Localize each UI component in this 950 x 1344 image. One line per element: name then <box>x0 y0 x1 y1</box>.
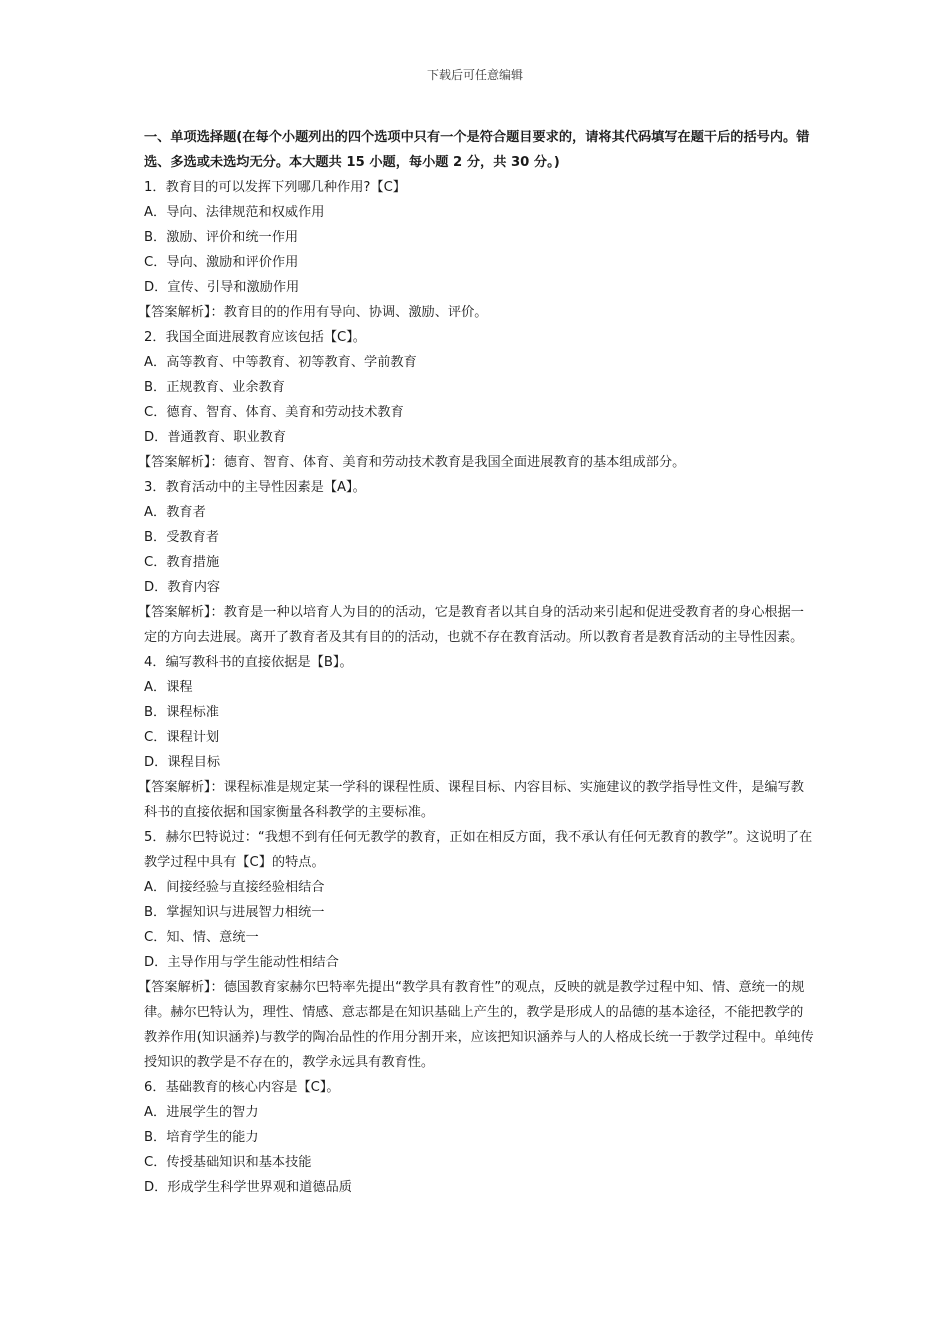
option-d: D．宣传、引导和激励作用 <box>144 280 300 295</box>
option-a: A．进展学生的智力 <box>144 1105 259 1120</box>
question-stem: 6．基础教育的核心内容是【C】。 <box>144 1080 340 1095</box>
question-stem: 4．编写教科书的直接依据是【B】。 <box>144 655 353 670</box>
option-d: D．教育内容 <box>144 580 221 595</box>
option-c: C．导向、激励和评价作用 <box>144 255 299 270</box>
question-3 <box>138 475 816 650</box>
answer-explanation: 【答案解析】：教育目的的作用有导向、协调、激励、评价。 <box>138 305 488 320</box>
option-d: D．主导作用与学生能动性相结合 <box>144 955 339 970</box>
option-c: C．德育、智育、体育、美育和劳动技术教育 <box>144 405 404 420</box>
question-4 <box>138 650 816 825</box>
option-d: D．形成学生科学世界观和道德品质 <box>144 1180 352 1195</box>
option-a: A．导向、法律规范和权威作用 <box>144 205 325 220</box>
answer-explanation: 【答案解析】：德育、智育、体育、美育和劳动技术教育是我国全面进展教育的基本组成部分。 <box>138 455 686 470</box>
question-1 <box>138 175 816 325</box>
option-b: B．掌握知识与进展智力相统一 <box>144 905 325 920</box>
option-a: A．教育者 <box>144 505 206 520</box>
option-d: D．普通教育、职业教育 <box>144 430 287 445</box>
question-6 <box>144 1075 816 1200</box>
option-a: A．间接经验与直接经验相结合 <box>144 880 325 895</box>
option-b: B．培育学生的能力 <box>144 1130 259 1145</box>
answer-explanation: 【答案解析】：德国教育家赫尔巴特率先提出“教学具有教育性”的观点，反映的就是教学过程中知、情、意统一的规律。赫尔巴特认为，理性、情感、意志都是在知识基础上产生的，教学是形成人的品德的基本途径，不能把教学的教养作用(知识涵养)与教学的陶冶品性的作用分割开来，应该把知识涵养与人的人格成长统一于教学过程中。单纯传授知识的教学是不存在的，教学永远具有教育性。 <box>138 980 814 1070</box>
document-body <box>138 125 816 1200</box>
option-c: C．传授基础知识和基本技能 <box>144 1155 312 1170</box>
question-stem: 5．赫尔巴特说过：“我想不到有任何无教学的教育，正如在相反方面，我不承认有任何无教育的教学”。这说明了在教学过程中具有【C】的特点。 <box>144 830 813 870</box>
question-stem: 1．教育目的可以发挥下列哪几种作用?【C】 <box>144 180 406 195</box>
question-5 <box>138 825 816 1075</box>
option-b: B．受教育者 <box>144 530 219 545</box>
option-c: C．教育措施 <box>144 555 220 570</box>
question-2 <box>138 325 816 475</box>
option-d: D．课程目标 <box>144 755 221 770</box>
option-a: A．课程 <box>144 680 193 695</box>
option-a: A．高等教育、中等教育、初等教育、学前教育 <box>144 355 417 370</box>
answer-explanation: 【答案解析】：教育是一种以培育人为目的的活动，它是教育者以其自身的活动来引起和促进受教育者的身心根据一定的方向去进展。离开了教育者及其有目的的活动，也就不存在教育活动。所以教育者是教育活动的主导性因素。 <box>138 605 804 645</box>
page-header: 下载后可任意编辑 <box>426 68 523 82</box>
question-stem: 2．我国全面进展教育应该包括【C】。 <box>144 330 366 345</box>
option-b: B．激励、评价和统一作用 <box>144 230 299 245</box>
option-c: C．知、情、意统一 <box>144 930 259 945</box>
option-c: C．课程计划 <box>144 730 220 745</box>
question-stem: 3．教育活动中的主导性因素是【A】。 <box>144 480 366 495</box>
answer-explanation: 【答案解析】：课程标准是规定某一学科的课程性质、课程目标、内容目标、实施建议的教学指导性文件，是编写教科书的直接依据和国家衡量各科教学的主要标准。 <box>138 780 804 820</box>
section-title: 一、单项选择题(在每个小题列出的四个选项中只有一个是符合题目要求的，请将其代码填写在题干后的括号内。错选、多选或未选均无分。本大题共 15 小题，每小题 2 分，共 30 分。) <box>144 130 810 170</box>
option-b: B．课程标准 <box>144 705 219 720</box>
option-b: B．正规教育、业余教育 <box>144 380 285 395</box>
